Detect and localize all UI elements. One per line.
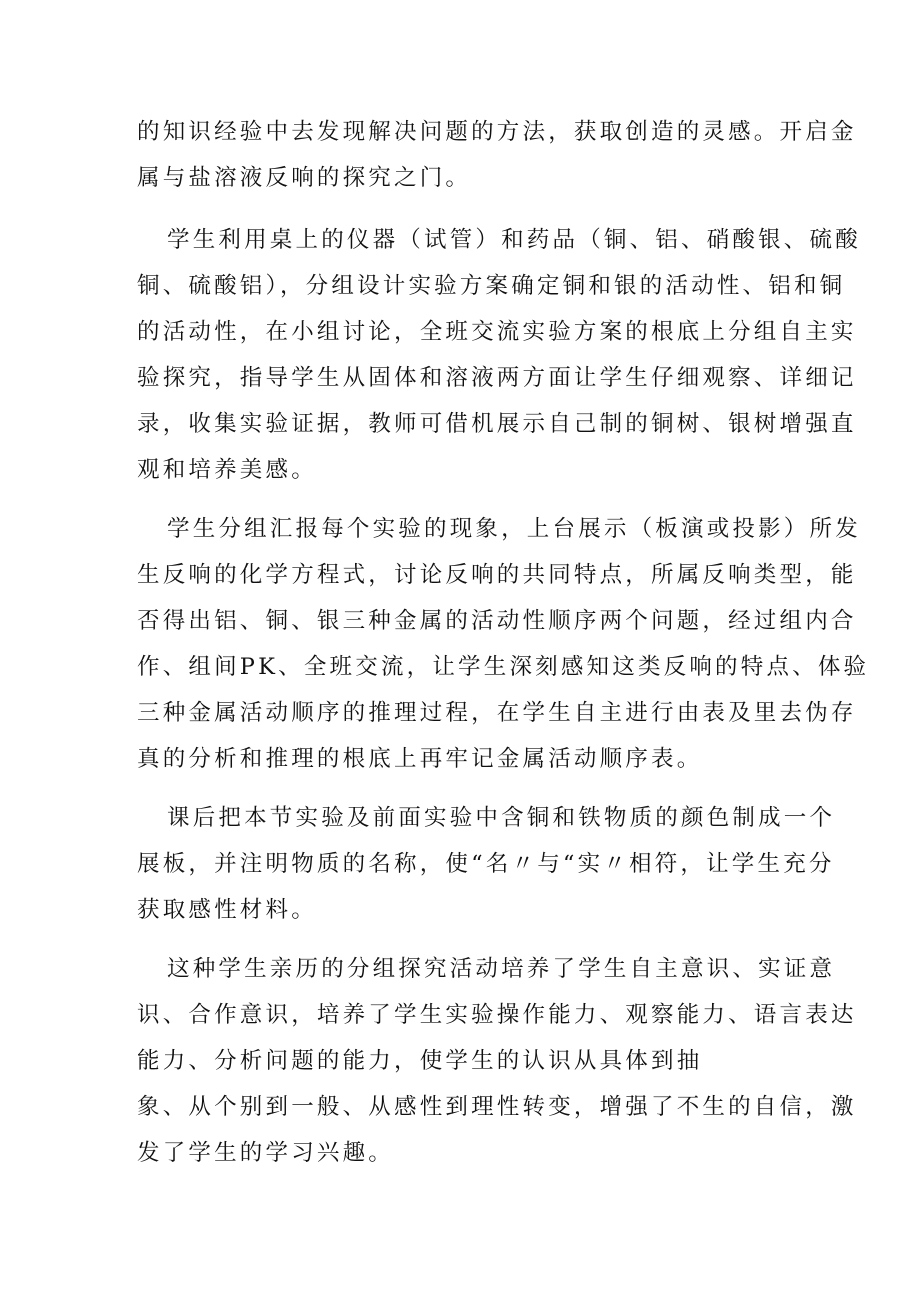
text-line: 观和培养美感。 [137, 457, 317, 483]
text-line: 铜、硫酸铝），分组设计实验方案确定铜和银的活动性、铝和铜 [137, 273, 846, 299]
text-line: 验探究，指导学生从固体和溶液两方面让学生仔细观察、详细记 [137, 365, 857, 391]
text-line: 的活动性，在小组讨论，全班交流实验方案的根底上分组自主实 [137, 319, 857, 345]
document-body [137, 109, 870, 1189]
text-line: 学生利用桌上的仪器（试管）和药品（铜、铝、硝酸银、硫酸 [167, 227, 861, 253]
text-line: 作、组间PK、全班交流，让学生深刻感知这类反响的特点、体验 [137, 654, 870, 680]
text-line: 课后把本节实验及前面实验中含铜和铁物质的颜色制成一个 [167, 805, 836, 831]
paragraph-4 [137, 795, 836, 933]
text-line: 能力、分析问题的能力，使学生的认识从具体到抽 [137, 1048, 703, 1074]
text-line: 三种金属活动顺序的推理过程，在学生自主进行由表及里去伪存 [137, 700, 857, 726]
text-line: 学生分组汇报每个实验的现象，上台展示（板演或投影）所发 [167, 516, 861, 542]
text-line: 录，收集实验证据，教师可借机展示自己制的铜树、银树增强直 [137, 411, 857, 437]
paragraph-5 [137, 946, 857, 1176]
text-line: 的知识经验中去发现解决问题的方法，获取创造的灵感。开启金 [137, 119, 857, 145]
paragraph-3 [137, 506, 870, 782]
text-line: 获取感性材料。 [137, 897, 317, 923]
text-line: 这种学生亲历的分组探究活动培养了学生自主意识、实证意 [167, 956, 836, 982]
text-line: 生反响的化学方程式，讨论反响的共同特点，所属反响类型，能 [137, 562, 857, 588]
text-line: 展板，并注明物质的名称，使“名〃与“实〃相符，让学生充分 [137, 851, 835, 877]
text-line: 否得出铝、铜、银三种金属的活动性顺序两个问题，经过组内合 [137, 608, 857, 634]
text-line: 识、合作意识，培养了学生实验操作能力、观察能力、语言表达 [137, 1002, 857, 1028]
text-line: 属与盐溶液反响的探究之门。 [137, 165, 472, 191]
text-line: 发了学生的学习兴趣。 [137, 1140, 395, 1166]
paragraph-2 [137, 217, 861, 493]
text-line: 真的分析和推理的根底上再牢记金属活动顺序表。 [137, 746, 703, 772]
text-line: 象、从个别到一般、从感性到理性转变，增强了不生的自信，激 [137, 1094, 857, 1120]
paragraph-1 [137, 109, 857, 201]
